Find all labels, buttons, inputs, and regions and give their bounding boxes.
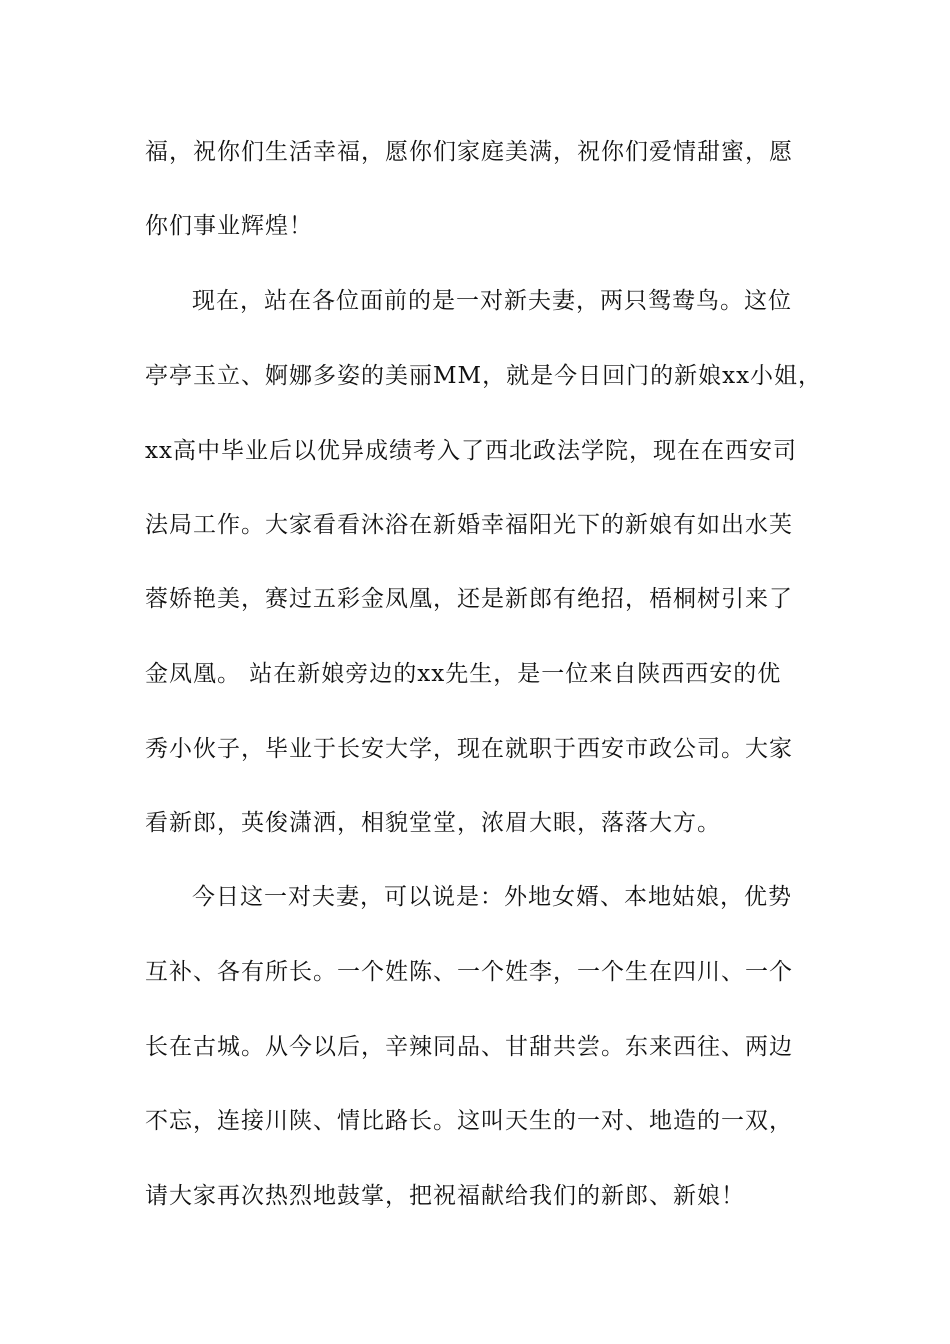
text-line: 蓉娇艳美，赛过五彩金凤凰，还是新郎有绝招，梧桐树引来了 <box>145 586 793 612</box>
text-line: 请大家再次热烈地鼓掌，把祝福献给我们的新郎、新娘！ <box>145 1183 745 1209</box>
text-line: 互补、各有所长。一个姓陈、一个姓李，一个生在四川、一个 <box>145 959 793 985</box>
text-line: 看新郎，英俊潇洒，相貌堂堂，浓眉大眼，落落大方。 <box>145 810 721 836</box>
text-line: 秀小伙子，毕业于长安大学，现在就职于西安市政公司。大家 <box>145 736 793 762</box>
text-line: xx高中毕业后以优异成绩考入了西北政法学院，现在在西安司 <box>145 438 797 464</box>
text-line: 法局工作。大家看看沐浴在新婚幸福阳光下的新娘有如出水芙 <box>145 512 793 538</box>
paragraph-start-line: 现在，站在各位面前的是一对新夫妻，两只鸳鸯鸟。这位 <box>192 288 792 314</box>
text-line: 不忘，连接川陕、情比路长。这叫天生的一对、地造的一双， <box>145 1108 793 1134</box>
text-line: 长在古城。从今以后，辛辣同品、甘甜共尝。东来西往、两边 <box>145 1034 793 1060</box>
paragraph-start-line: 今日这一对夫妻，可以说是：外地女婿、本地姑娘，优势 <box>192 884 792 910</box>
text-line: 你们事业辉煌！ <box>145 213 313 239</box>
text-line: 金凤凰。 站在新娘旁边的xx先生，是一位来自陕西西安的优 <box>145 661 782 687</box>
text-line: 福，祝你们生活幸福，愿你们家庭美满，祝你们爱情甜蜜，愿 <box>145 139 793 165</box>
text-line: 亭亭玉立、婀娜多姿的美丽MM，就是今日回门的新娘xx小姐， <box>145 363 823 389</box>
